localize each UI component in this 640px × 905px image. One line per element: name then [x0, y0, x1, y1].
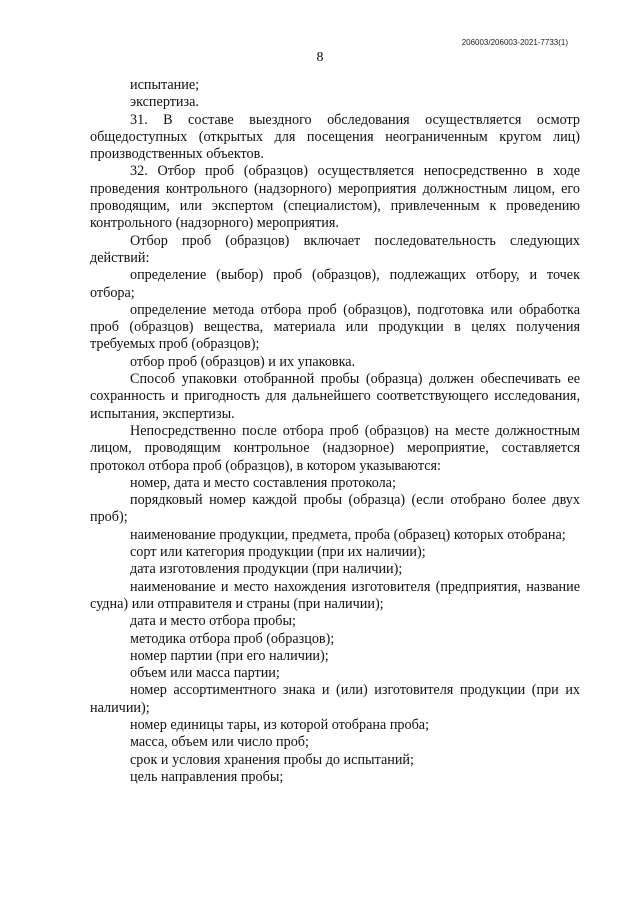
- paragraph: дата и место отбора пробы;: [130, 613, 296, 630]
- document-code: 206003/206003-2021-7733(1): [461, 38, 568, 47]
- paragraph: 31. В составе выездного обследования осуществляется осмотр общедоступных (открытых для посещения неограниченным кругом лиц) производственных объектов.: [90, 111, 580, 163]
- paragraph: экспертиза.: [130, 94, 199, 111]
- paragraph: порядковый номер каждой пробы (образца) (если отобрано более двух проб);: [90, 492, 580, 526]
- paragraph: Способ упаковки отобранной пробы (образца) должен обеспечивать ее сохранность и пригодность для дальнейшего соответствующего исследования, испытания, экспертизы.: [90, 371, 580, 422]
- paragraph: 32. Отбор проб (образцов) осуществляется непосредственно в ходе проведения контрольного (надзорного) мероприятия должностным лицом, его проводящим, или экспертом (специалистом), привлеченным к проведению контрольного (надзорного) мероприятия.: [90, 163, 580, 232]
- page-number: 8: [316, 50, 324, 65]
- paragraph: дата изготовления продукции (при наличии);: [130, 561, 403, 578]
- paragraph: Отбор проб (образцов) включает последовательность следующих действий:: [90, 232, 580, 266]
- paragraph: определение (выбор) проб (образцов), подлежащих отбору, и точек отбора;: [90, 267, 580, 301]
- paragraph: испытание;: [130, 77, 200, 93]
- paragraph: наименование продукции, предмета, проба (образец) которых отобрана;: [130, 526, 566, 543]
- paragraph: цель направления пробы;: [130, 768, 284, 785]
- paragraph: Непосредственно после отбора проб (образцов) на месте должностным лицом, проводящим контрольное (надзорное) мероприятие, составляется протокол отбора проб (образцов), в котором указываются:: [90, 422, 580, 474]
- paragraph: объем или масса партии;: [130, 665, 280, 682]
- document-body: [90, 77, 580, 786]
- paragraph: отбор проб (образцов) и их упаковка.: [130, 353, 356, 370]
- paragraph: сорт или категория продукции (при их наличии);: [130, 544, 426, 561]
- paragraph: срок и условия хранения пробы до испытаний;: [130, 751, 414, 768]
- paragraph: наименование и место нахождения изготовителя (предприятия, название судна) или отправителя и страны (при наличии);: [90, 578, 580, 612]
- paragraph: определение метода отбора проб (образцов), подготовка или обработка проб (образцов) вещества, материала или продукции в целях получения требуемых проб (образцов);: [90, 301, 580, 353]
- paragraph: номер партии (при его наличии);: [130, 647, 329, 664]
- paragraph: номер ассортиментного знака и (или) изготовителя продукции (при их наличии);: [90, 682, 580, 716]
- paragraph: номер, дата и место составления протокола;: [130, 474, 396, 491]
- paragraph: масса, объем или число проб;: [130, 734, 309, 751]
- paragraph: методика отбора проб (образцов);: [130, 630, 335, 647]
- paragraph: номер единицы тары, из которой отобрана проба;: [130, 716, 430, 733]
